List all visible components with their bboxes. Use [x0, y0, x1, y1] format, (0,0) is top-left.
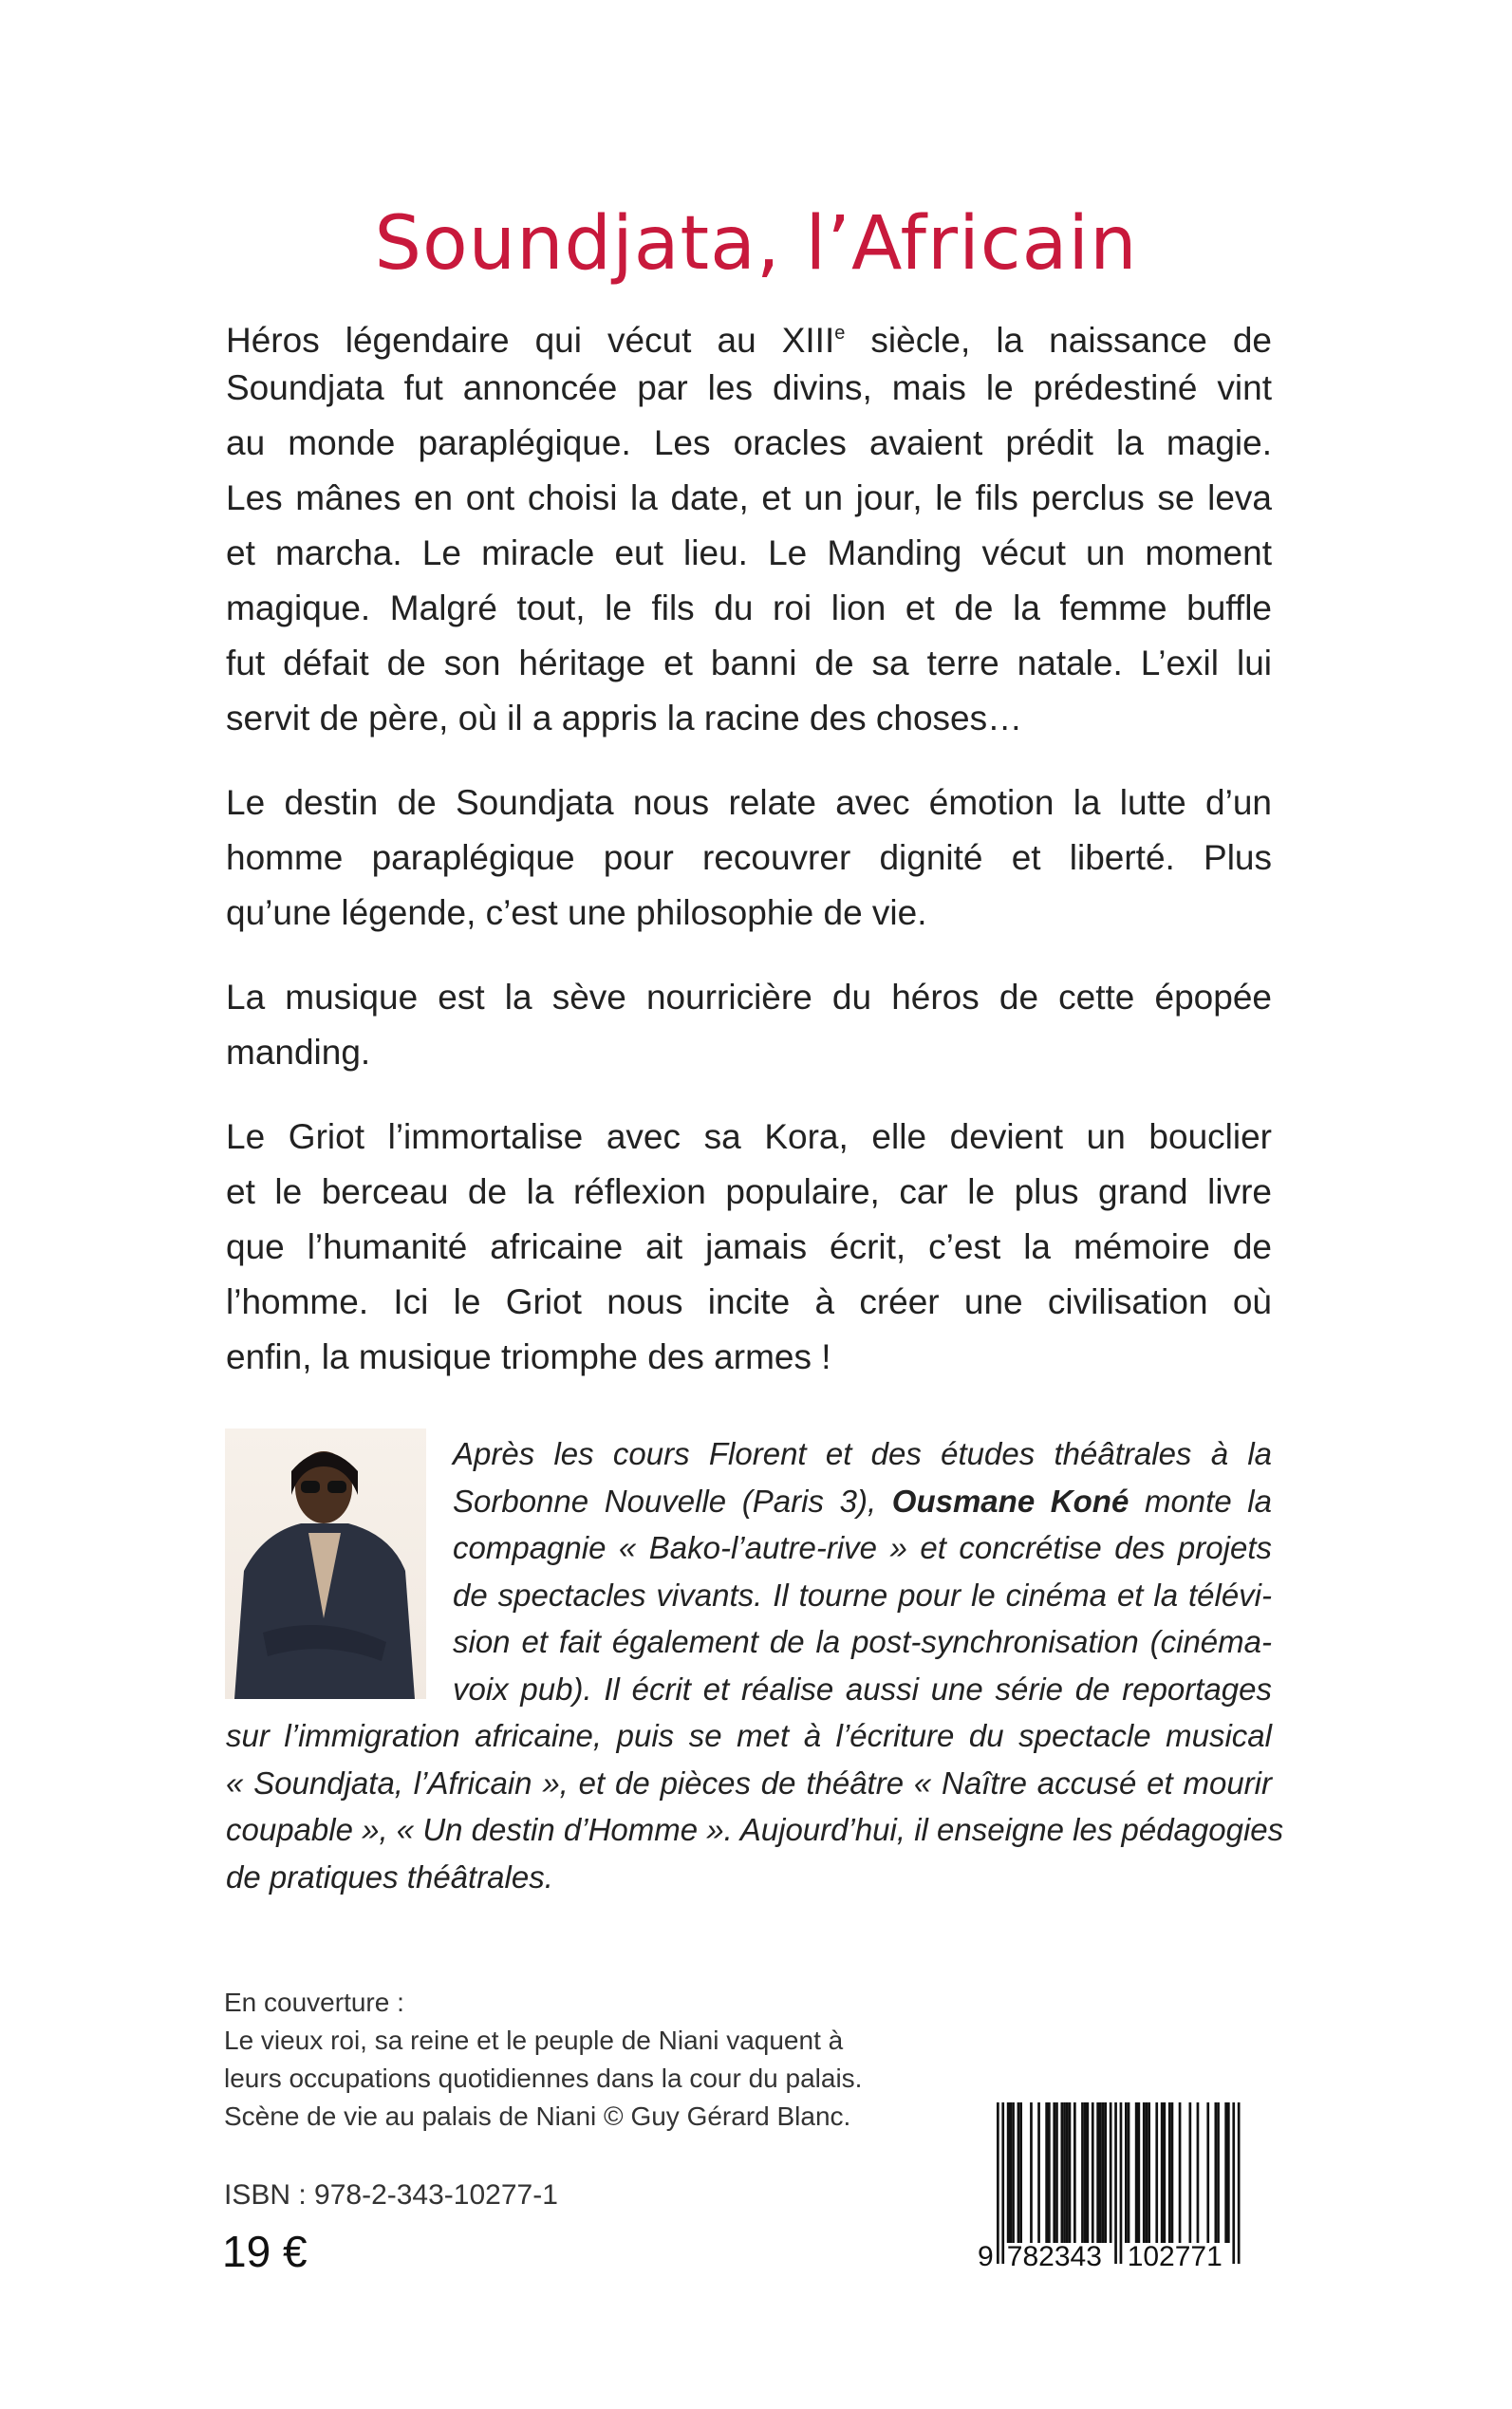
barcode-bar [1168, 2102, 1171, 2243]
barcode-bar [1114, 2102, 1117, 2264]
barcode-bar [1197, 2102, 1200, 2243]
barcode-bar [1017, 2102, 1020, 2243]
barcode-bar [1227, 2102, 1230, 2243]
text-line: enfin, la musique triomphe des armes ! [226, 1337, 831, 1376]
barcode-bar [1010, 2102, 1013, 2243]
barcode-bar [1045, 2102, 1048, 2243]
bio-line: voix pub). Il écrit et réalise aussi une série de reportages [453, 1671, 1272, 1707]
barcode-bar [1096, 2102, 1099, 2243]
text-line: Le Griot l’immortalise avec sa Kora, elle devient un bouclier [226, 1117, 1272, 1156]
barcode-bar [1155, 2102, 1158, 2243]
barcode-bar [1110, 2102, 1112, 2243]
text-line: Le destin de Soundjata nous relate avec émotion la lutte d’un [226, 783, 1272, 822]
author-name: Ousmane Koné [891, 1483, 1129, 1519]
text-line: magique. Malgré tout, le fils du roi lion et de la femme buffle [226, 588, 1272, 627]
cover-credit [224, 1984, 862, 2136]
barcode-digits: 102771 [1127, 2241, 1223, 2269]
barcode-bar [1069, 2102, 1072, 2243]
text-line: et le berceau de la réflexion populaire, car le plus grand livre [226, 1172, 1272, 1211]
barcode-bar [1179, 2102, 1182, 2243]
barcode-bar [1092, 2102, 1094, 2243]
barcode-digits: 782343 [1006, 2241, 1102, 2269]
barcode-bar [1125, 2102, 1128, 2243]
barcode-bar [1019, 2102, 1022, 2243]
barcode-bar [1135, 2102, 1138, 2243]
barcode-bar [1099, 2102, 1102, 2243]
isbn: ISBN : 978-2-343-10277-1 [224, 2179, 558, 2211]
barcode-bar [1073, 2102, 1076, 2243]
barcode-bar [1030, 2102, 1033, 2243]
paragraph [226, 1110, 1272, 1385]
bio-line: de pratiques théâtrales. [226, 1858, 553, 1895]
barcode-bar [1164, 2102, 1167, 2243]
text-line: homme paraplégique pour recouvrer dignité et liberté. Plus [226, 838, 1272, 877]
barcode-bar [1007, 2102, 1010, 2243]
bio-line: Sorbonne Nouvelle (Paris 3), Ousmane Koné monte la [453, 1483, 1272, 1519]
barcode-bar [1063, 2102, 1066, 2243]
paragraph [226, 775, 1272, 941]
text-line: qu’une légende, c’est une philosophie de vie. [226, 893, 927, 932]
barcode-bar [997, 2102, 999, 2264]
barcode-digits: 9 [978, 2241, 994, 2269]
barcode-bar [1146, 2102, 1148, 2243]
barcode-bar [1217, 2102, 1220, 2243]
text-line: Les mânes en ont choisi la date, et un jour, le fils perclus se leva [226, 478, 1272, 517]
bio-line: sur l’immigration africaine, puis se met à l’écriture du spectacle musical [226, 1718, 1272, 1753]
bio-line: Après les cours Florent et des études théâtrales à la [453, 1436, 1272, 1471]
barcode-bar [1224, 2102, 1227, 2243]
price: 19 € [222, 2227, 308, 2276]
barcode-bar [1215, 2102, 1218, 2243]
barcode-bar [1012, 2102, 1015, 2243]
barcode-bar [1061, 2102, 1064, 2243]
text-line: manding. [226, 1033, 371, 1072]
barcode-bar [1148, 2102, 1150, 2243]
barcode-bar [1053, 2102, 1055, 2243]
barcode-bar [1104, 2102, 1107, 2243]
bio-line: de spectacles vivants. Il tourne pour le cinéma et la télévi- [453, 1577, 1272, 1613]
text-line: au monde paraplégique. Les oracles avaient prédit la magie. [226, 423, 1272, 462]
text-line: Héros légendaire qui vécut au XIIIe siècle, la naissance de [226, 321, 1272, 360]
barcode-bar [1066, 2102, 1069, 2243]
paragraph [226, 306, 1272, 746]
barcode-bar [1189, 2102, 1192, 2243]
text-line: Soundjata fut annoncée par les divins, mais le prédestiné vint [226, 368, 1272, 407]
barcode-bar [1138, 2102, 1141, 2243]
barcode-bar [1128, 2102, 1130, 2243]
barcode-bar [1232, 2102, 1235, 2264]
barcode-bar [1055, 2102, 1058, 2243]
barcode-bar [1238, 2102, 1241, 2264]
text-line: fut défait de son héritage et banni de sa terre natale. L’exil lui [226, 644, 1272, 682]
barcode [976, 2102, 1266, 2269]
barcode-bar [1048, 2102, 1051, 2243]
barcode-bar [1087, 2102, 1090, 2243]
barcode-bar [1001, 2102, 1004, 2264]
bio-line: coupable », « Un destin d’Homme ». Aujourd’hui, il enseigne les pédagogies [226, 1812, 1284, 1847]
bio-line: « Soundjata, l’Africain », et de pièces de théâtre « Naître accusé et mourir [226, 1765, 1272, 1801]
barcode-bar [1206, 2102, 1209, 2243]
text-line: servit de père, où il a appris la racine des choses… [226, 699, 1023, 738]
barcode-bar [1161, 2102, 1164, 2243]
barcode-bar [1084, 2102, 1087, 2243]
text-line: La musique est la sève nourricière du héros de cette épopée [226, 978, 1272, 1017]
bio-line: compagnie « Bako-l’autre-rive » et concrétise des projets [453, 1530, 1272, 1565]
paragraph [226, 970, 1272, 1080]
barcode-bar [1081, 2102, 1084, 2243]
bio-line: sion et fait également de la post-synchronisation (cinéma- [453, 1624, 1272, 1659]
barcode-bar [1037, 2102, 1040, 2243]
barcode-bar [1143, 2102, 1146, 2243]
cover-line: leurs occupations quotidiennes dans la cour du palais. [224, 2064, 863, 2093]
text-line: l’homme. Ici le Griot nous incite à créer une civilisation où [226, 1282, 1272, 1321]
author-bio [226, 1430, 1284, 1900]
barcode-bar [1102, 2102, 1105, 2243]
text-line: et marcha. Le miracle eut lieu. Le Manding vécut un moment [226, 533, 1272, 572]
blurb [226, 306, 1272, 1414]
text-line: que l’humanité africaine ait jamais écrit, c’est la mémoire de [226, 1227, 1272, 1266]
book-title: Soundjata, l’Africain [374, 201, 1138, 288]
cover-line: Scène de vie au palais de Niani © Guy Gérard Blanc. [224, 2101, 851, 2131]
barcode-bar [1171, 2102, 1174, 2243]
cover-line: Le vieux roi, sa reine et le peuple de Niani vaquent à [224, 2026, 844, 2055]
barcode-bar [1120, 2102, 1123, 2264]
cover-label: En couverture : [224, 1988, 404, 2017]
